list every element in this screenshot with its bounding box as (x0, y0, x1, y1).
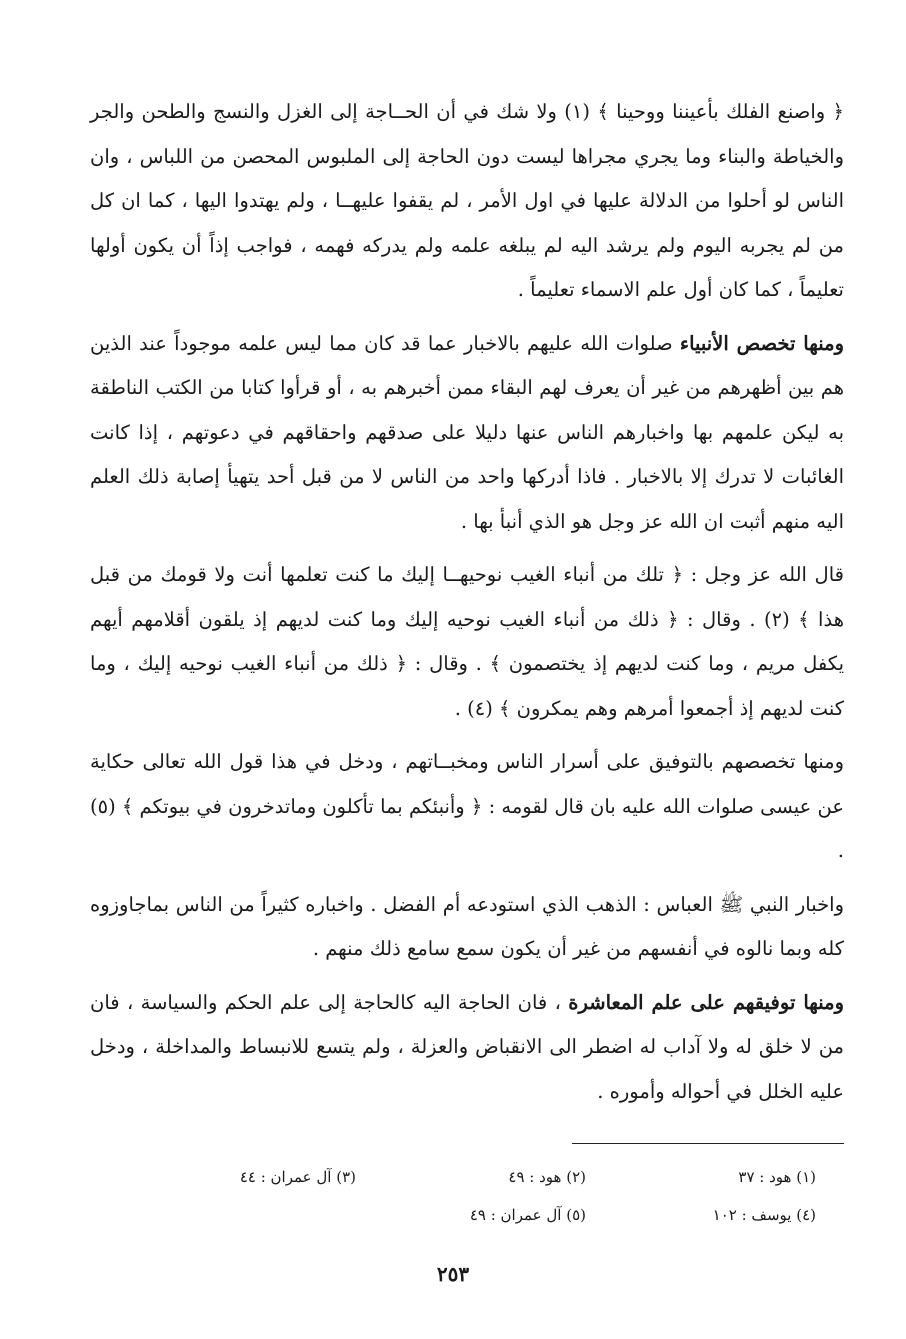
footnote-divider (572, 1143, 844, 1144)
footnote (146, 1196, 356, 1234)
paragraph-2 (90, 322, 844, 545)
paragraph-6 (90, 981, 844, 1115)
footnote: (١) هود : ٣٧ (738, 1168, 816, 1186)
paragraph-text: ﴿ واصنع الفلك بأعيننا ووحينا ﴾ (١) ولا شك في أن الحــاجة إلى الغزل والنسج والطحن والجر والخياطة والبناء وما يجري مجراها ليست دون الحاجة إلى الملبوس المحصن من اللباس ، وان الناس لو أحلوا من الدلالة عليها في اول الأمر ، لم يقفوا عليهــا ، ولم يهتدوا اليها ، كما ان كل من لم يجربه اليوم ولم يرشد اليه لم يبلغه علمه ولم يدركه فهمه ، فواجب إذاً أن يكون أولها تعليماً ، كما كان أول علم الاسماء تعليماً . (90, 100, 844, 301)
paragraph-text: ومنها تخصصهم بالتوفيق على أسرار الناس ومخبــاتهم ، ودخل في هذا قول الله تعالى حكاية عن عيسى صلوات الله عليه بان قال لقومه : ﴿ وأنبئكم بما تأكلون وماتدخرون في بيوتكم ﴾ (٥) . (90, 750, 844, 862)
paragraph-5 (90, 883, 844, 972)
paragraph-3 (90, 553, 844, 731)
paragraph-1 (90, 90, 844, 313)
footnote-row (146, 1158, 816, 1196)
paragraph-text: صلوات الله عليهم بالاخبار عما قد كان مما ليس علمه موجوداً عند الذين هم بين أظهرهم من غير أن يعرف لهم البقاء ممن أخبرهم به ، أو قرأوا كتابا من الكتب الناطقة به ليكن علمهم بها واخبارهم الناس عنها دليلا على صدقهم واحقاقهم في دعوتهم ، إذا كانت الغائبات لا تدرك إلا بالاخبار . فاذا أدركها واحد من الناس لا من قبل أحد يتهيأ إصابة ذلك العلم اليه منهم أثبت ان الله عز وجل هو الذي أنبأ بها . (90, 331, 844, 533)
footnote: (٥) آل عمران : ٤٩ (469, 1206, 586, 1224)
footnote: (٣) آل عمران : ٤٤ (239, 1168, 356, 1186)
paragraph-lead: ومنها توفيقهم على علم المعاشرة (568, 990, 844, 1014)
paragraph-text: واخبار النبي ﷺ العباس : الذهب الذي استودعه أم الفضل . واخباره كثيراً من الناس بماجاوزوه كله وبما نالوه في أنفسهم من غير أن يكون سمع سامع ذلك منهم . (90, 892, 844, 960)
paragraph-text: ، فان الحاجة اليه كالحاجة إلى علم الحكم والسياسة ، فان من لا خلق له ولا آداب له اضطر الى الانقباض والعزلة ، ولم يتسع للانبساط والمداخلة ، ودخل عليه الخلل في أحواله وأموره . (90, 990, 844, 1103)
paragraph-4 (90, 740, 844, 874)
footnote-row (146, 1196, 816, 1234)
paragraph-lead: ومنها تخصص الأنبياء (679, 331, 844, 355)
page-number: ٢٥٣ (436, 1262, 470, 1286)
footnotes (146, 1158, 816, 1234)
footnote: (٤) يوسف : ١٠٢ (712, 1206, 816, 1224)
footnote: (٢) هود : ٤٩ (508, 1168, 586, 1186)
paragraph-text: قال الله عز وجل : ﴿ تلك من أنباء الغيب نوحيهــا إليك ما كنت تعلمها أنت ولا قومك من قبل هذا ﴾ (٢) . وقال : ﴿ ذلك من أنباء الغيب نوحيه إليك وما كنت لديهم إذ يلقون أقلامهم أيهم يكفل مريم ، وما كنت لديهم إذ يختصمون ﴾ . وقال : ﴿ ذلك من أنباء الغيب نوحيه إليك ، وما كنت لديهم إذ أجمعوا أمرهم وهم يمكرون ﴾ (٤) . (90, 563, 844, 720)
